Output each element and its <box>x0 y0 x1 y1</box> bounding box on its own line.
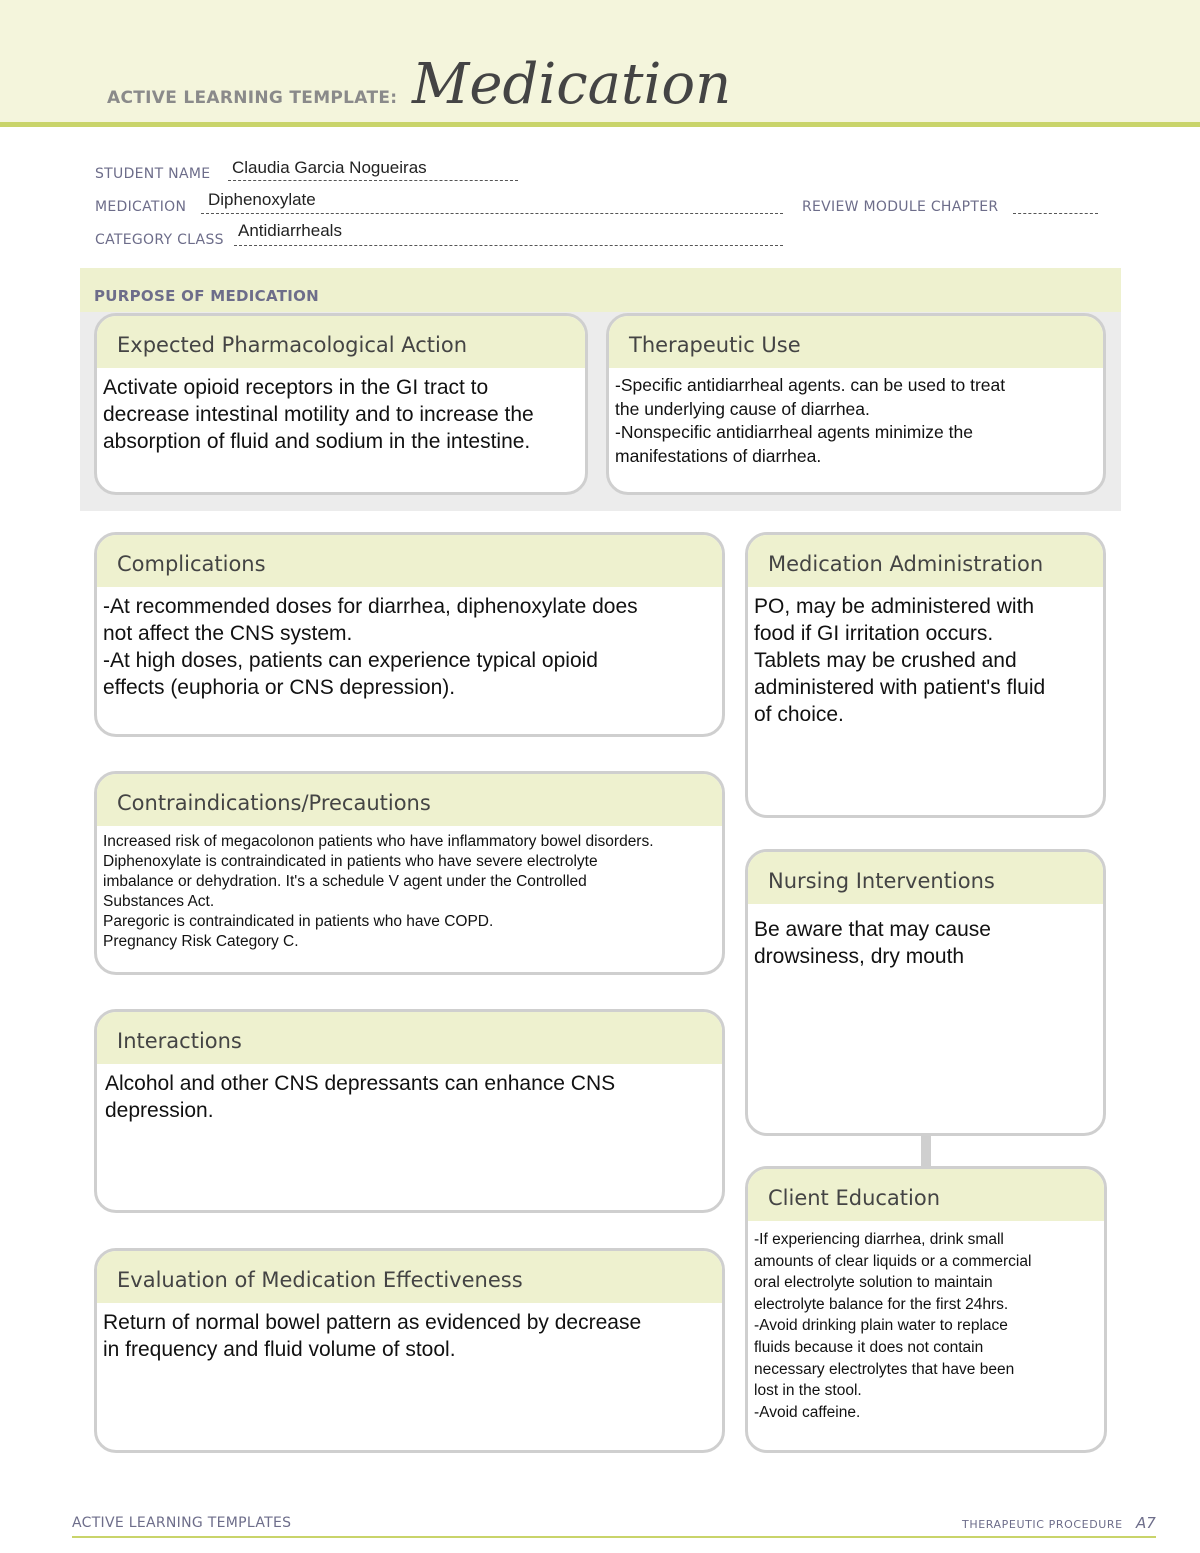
medication-line <box>201 213 783 214</box>
review-module-label: REVIEW MODULE CHAPTER <box>802 199 999 215</box>
contraindications-text[interactable]: Increased risk of megacolonon patients who have inflammatory bowel disorders. Diphenoxylate is contraindicated in patients who have severe electrolyte imbalance or dehydration. It's a schedule V agent under the Controlled Substances Act. Paregoric is contraindicated in patients who have COPD. Pregnancy Risk Category C. <box>103 833 654 950</box>
complications-text[interactable]: -At recommended doses for diarrhea, diphenoxylate does not affect the CNS system. -At high doses, patients can experience typical opioid effects (euphoria or CNS depression). <box>103 595 638 699</box>
contraindications-title: Contraindications/Precautions <box>97 774 722 826</box>
expected-action-title: Expected Pharmacological Action <box>97 316 585 368</box>
medication-administration-title: Medication Administration <box>748 535 1103 587</box>
interactions-title: Interactions <box>97 1012 722 1064</box>
expected-action-box <box>94 313 588 495</box>
medication-field[interactable]: Diphenoxylate <box>208 190 316 209</box>
nursing-interventions-title: Nursing Interventions <box>748 852 1103 904</box>
contraindications-box <box>94 771 725 975</box>
client-education-title: Client Education <box>748 1169 1104 1221</box>
category-class-line <box>234 245 783 246</box>
therapeutic-use-box <box>606 313 1106 495</box>
therapeutic-use-title: Therapeutic Use <box>609 316 1103 368</box>
interactions-text[interactable]: Alcohol and other CNS depressants can enhance CNS depression. <box>105 1072 616 1122</box>
complications-box <box>94 532 725 737</box>
review-module-line <box>1013 213 1098 214</box>
medication-administration-box <box>745 532 1106 818</box>
evaluation-box <box>94 1248 725 1453</box>
client-education-text[interactable]: -If experiencing diarrhea, drink small amounts of clear liquids or a commercial oral electrolyte solution to maintain electrolyte balance for the first 24hrs. -Avoid drinking plain water to replace fluids because it does not contain necessary electrolytes that have been lost in the stool. -Avoid caffeine. <box>754 1231 1032 1421</box>
page-number: A7 <box>1136 1514 1156 1532</box>
medication-administration-text[interactable]: PO, may be administered with food if GI irritation occurs. Tablets may be crushed and administered with patient's fluid of choice. <box>754 595 1046 726</box>
category-class-label: CATEGORY CLASS <box>95 232 224 248</box>
nursing-interventions-box <box>745 849 1106 1136</box>
purpose-label: PURPOSE OF MEDICATION <box>94 287 320 305</box>
footer-left: ACTIVE LEARNING TEMPLATES <box>72 1515 292 1531</box>
footer-rule <box>72 1536 1156 1538</box>
category-class-field[interactable]: Antidiarrheals <box>238 221 342 240</box>
expected-action-text[interactable]: Activate opioid receptors in the GI tract to decrease intestinal motility and to increase the absorption of fluid and sodium in the intestine. <box>103 376 534 453</box>
medication-label: MEDICATION <box>95 199 187 215</box>
student-name-label: STUDENT NAME <box>95 166 211 182</box>
therapeutic-use-text[interactable]: -Specific antidiarrheal agents. can be used to treat the underlying cause of diarrhea. -Nonspecific antidiarrheal agents minimize the manifestations of diarrhea. <box>615 375 1006 466</box>
evaluation-text[interactable]: Return of normal bowel pattern as evidenced by decrease in frequency and fluid volume of stool. <box>103 1311 642 1361</box>
interactions-box <box>94 1009 725 1213</box>
page-title: Medication <box>412 52 732 117</box>
connector <box>921 1136 931 1166</box>
student-name-field[interactable]: Claudia Garcia Nogueiras <box>232 158 427 177</box>
client-education-box <box>745 1166 1107 1453</box>
template-label: ACTIVE LEARNING TEMPLATE: <box>107 88 398 108</box>
header-rule <box>0 122 1200 127</box>
footer-right: THERAPEUTIC PROCEDURE <box>962 1518 1123 1531</box>
evaluation-title: Evaluation of Medication Effectiveness <box>97 1251 722 1303</box>
complications-title: Complications <box>97 535 722 587</box>
student-name-line <box>228 180 518 181</box>
nursing-interventions-text[interactable]: Be aware that may cause drowsiness, dry mouth <box>754 918 991 968</box>
